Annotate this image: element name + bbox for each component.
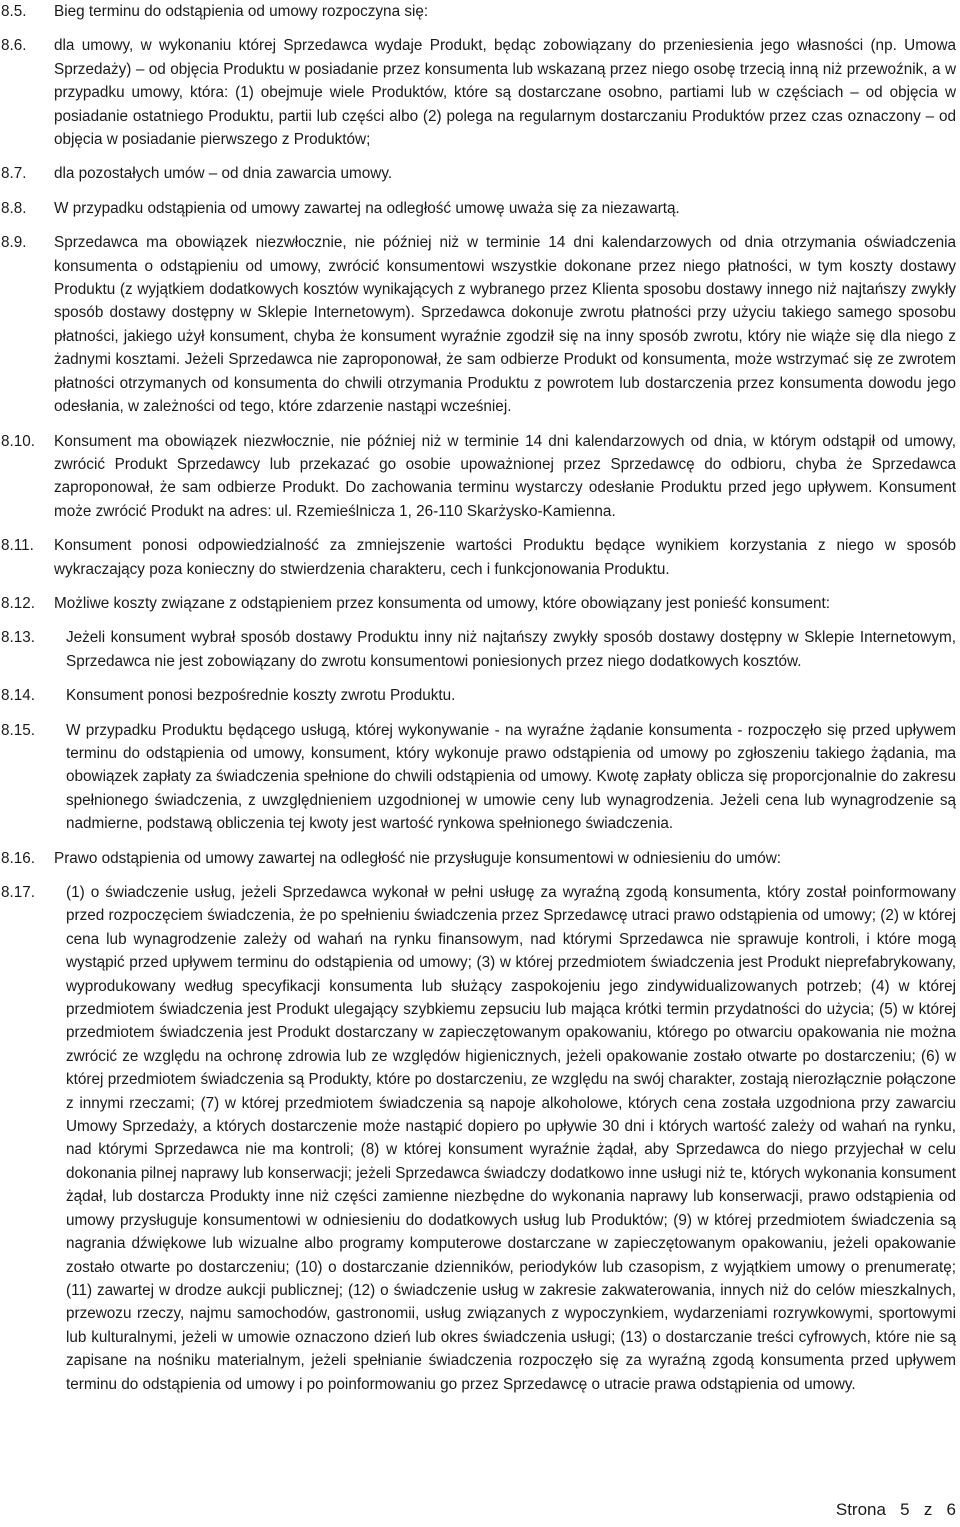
page-number-footer <box>836 1498 956 1522</box>
page-label: Strona <box>835 1500 886 1519</box>
clause-text: Konsument ponosi bezpośrednie koszty zwrotu Produktu. <box>66 687 456 705</box>
clause-number: 8.6. <box>1 37 27 55</box>
clause-text: Możliwe koszty związane z odstąpieniem przez konsumenta od umowy, które obowiązany jest ponieść konsument: <box>54 594 830 612</box>
clause-8-14 <box>0 684 956 707</box>
clause-number: 8.15. <box>1 721 36 739</box>
clause-text: W przypadku Produktu będącego usługą, której wykonywanie - na wyraźne żądanie konsumenta - rozpoczęło się przed upływem terminu do odstąpienia od umowy, konsument, który wykonuje prawo odstąpienia od umowy po zgłoszeniu takiego żądania, ma obowiązek zapłaty za świadczenia spełnione do chwili odstąpienia od umowy. Kwotę zapłaty oblicza się proporcjonalnie do zakresu spełnionego świadczenia, z uwzględnieniem uzgodnionej w umowie ceny lub wynagrodzenia. Jeżeli cena lub wynagrodzenie są nadmierne, podstawą obliczenia tej kwoty jest wartość rynkowa spełnionego świadczenia. <box>66 721 956 833</box>
clause-8-11 <box>0 534 956 581</box>
clause-number: 8.5. <box>1 3 27 20</box>
clause-text: (1) o świadczenie usług, jeżeli Sprzedawca wykonał w pełni usługę za wyraźną zgodą konsumenta, który został poinformowany przed rozpoczęciem świadczenia, że po spełnieniu świadczenia przez Sprzedawcę utraci prawo odstąpienia od umowy; (2) w której cena lub wynagrodzenie zależy od wahań na rynku finansowym, nad którymi Sprzedawca nie sprawuje kontroli, i które mogą wystąpić przed upływem terminu do odstąpienia od umowy; (3) w której przedmiotem świadczenia jest Produkt nieprefabrykowany, wyprodukowany według specyfikacji konsumenta lub służący zaspokojeniu jego zindywidualizowanych potrzeb; (4) w której przedmiotem świadczenia jest Produkt ulegający szybkiemu zepsuciu lub mająca krótki termin przydatności do użycia; (5) w której przedmiotem świadczenia jest Produkt dostarczany w zapieczętowanym opakowaniu, którego po otwarciu opakowania nie można zwrócić ze względu na ochronę zdrowia lub ze względów higienicznych, jeżeli opakowanie zostało otwarte po dostarczeniu; (6) w której przedmiotem świadczenia są Produkty, które po dostarczeniu, ze względu na swój charakter, zostają nierozłącznie połączone z innymi rzeczami; (7) w której przedmiotem świadczenia są napoje alkoholowe, których cena została uzgodniona przy zawarciu Umowy Sprzedaży, a których dostarczenie może nastąpić dopiero po upływie 30 dni i których wartość zależy od wahań na rynku, nad którymi Sprzedawca nie ma kontroli; (8) w której konsument wyraźnie żądał, aby Sprzedawca do niego przyjechał w celu dokonania pilnej naprawy lub konserwacji; jeżeli Sprzedawca świadczy dodatkowo inne usługi niż te, których wykonania konsument żądał, lub dostarcza Produkty inne niż części zamienne niezbędne do wykonania naprawy lub konserwacji, prawo odstąpienia od umowy przysługuje konsumentowi w odniesieniu do dodatkowych usług lub Produktów; (9) w której przedmiotem świadczenia są nagrania dźwiękowe lub wizualne albo programy komputerowe dostarczane w zapieczętowanym opakowaniu, jeżeli opakowanie zostało otwarte po dostarczeniu; (10) o dostarczanie dzienników, periodyków lub czasopism, z wyjątkiem umowy o prenumeratę; (11) zawartej w drodze aukcji publicznej; (12) o świadczenie usług w zakresie zakwaterowania, innych niż do celów mieszkalnych, przewozu rzeczy, najmu samochodów, gastronomii, usług związanych z wypoczynkiem, wydarzeniami rozrywkowymi, sportowymi lub kulturalnymi, jeżeli w umowie oznaczono dzień lub okres świadczenia usługi; (13) o dostarczanie treści cyfrowych, które nie są zapisane na nośniku materialnym, jeżeli spełnianie świadczenia rozpoczęło się za wyraźną zgodą konsumenta przed upływem terminu do odstąpienia od umowy i po poinformowaniu go przez Sprzedawcę o utracie prawa odstąpienia od umowy. <box>66 884 956 1393</box>
clause-text: Jeżeli konsument wybrał sposób dostawy Produktu inny niż najtańszy zwykły sposób dostawy dostępny w Sklepie Internetowym, Sprzedawca nie jest zobowiązany do zwrotu konsumentowi poniesionych przez niego dodatkowych kosztów. <box>66 629 956 670</box>
clause-text: dla umowy, w wykonaniu której Sprzedawca wydaje Produkt, będąc zobowiązany do przeniesienia jego własności (np. Umowa Sprzedaży) – od objęcia Produktu w posiadanie przez konsumenta lub wskazaną przez niego osobę trzecią inną niż przewoźnik, a w przypadku umowy, która: (1) obejmuje wiele Produktów, które są dostarczane osobno, partiami lub w częściach – od objęcia w posiadanie ostatniego Produktu, partii lub części albo (2) polega na regularnym dostarczaniu Produktów przez czas oznaczony – od objęcia w posiadanie pierwszego z Produktów; <box>54 37 956 149</box>
clause-8-13 <box>0 626 956 673</box>
clause-text: Prawo odstąpienia od umowy zawartej na odległość nie przysługuje konsumentowi w odniesieniu do umów: <box>54 849 782 867</box>
clause-number: 8.8. <box>1 199 27 217</box>
clause-text: Bieg terminu do odstąpienia od umowy rozpoczyna się: <box>54 3 429 20</box>
clause-number: 8.12. <box>1 594 36 612</box>
clause-number: 8.14. <box>1 687 36 705</box>
clause-8-10 <box>0 430 956 524</box>
clause-number: 8.13. <box>1 629 36 647</box>
clause-8-8 <box>0 197 956 220</box>
clause-8-9 <box>0 231 956 418</box>
clause-8-6 <box>0 34 956 151</box>
clause-text: Konsument ponosi odpowiedzialność za zmniejszenie wartości Produktu będące wynikiem korzystania z niego w sposób wykraczający poza konieczny do stwierdzenia charakteru, cech i funkcjonowania Produktu. <box>54 537 956 578</box>
clause-8-16 <box>0 847 956 870</box>
clause-text: W przypadku odstąpienia od umowy zawartej na odległość umowę uważa się za niezawartą. <box>54 199 680 217</box>
clause-text: dla pozostałych umów – od dnia zawarcia umowy. <box>54 165 393 183</box>
current-page: 5 <box>900 1500 910 1519</box>
clause-8-12 <box>0 592 956 615</box>
clause-text: Konsument ma obowiązek niezwłocznie, nie później niż w terminie 14 dni kalendarzowych od dnia, w którym odstąpił od umowy, zwrócić Produkt Sprzedawcy lub przekazać go osobie upoważnionej przez Sprzedawcę do odbioru, chyba że Sprzedawca zaproponował, że sam odbierze Produkt. Do zachowania terminu wystarczy odesłanie Produktu przed jego upływem. Konsument może zwrócić Produkt na adres: ul. Rzemieślnicza 1, 26-110 Skarżysko-Kamienna. <box>54 432 956 520</box>
clause-8-7 <box>0 162 956 185</box>
clause-8-5 <box>0 0 956 23</box>
clause-number: 8.9. <box>1 234 27 252</box>
clause-number: 8.17. <box>1 884 36 901</box>
clause-number: 8.7. <box>1 165 27 183</box>
total-pages: 6 <box>946 1500 956 1519</box>
clause-8-17 <box>0 881 956 1396</box>
clause-number: 8.16. <box>1 849 36 867</box>
page-separator: z <box>923 1500 933 1519</box>
clause-text: Sprzedawca ma obowiązek niezwłocznie, nie później niż w terminie 14 dni kalendarzowych od dnia otrzymania oświadczenia konsumenta o odstąpieniu od umowy, zwrócić konsumentowi wszystkie dokonane przez niego płatności, w tym koszty dostawy Produktu (z wyjątkiem dodatkowych kosztów wynikających z wybranego przez Klienta sposobu dostawy innego niż najtańszy zwykły sposób dostawy dostępny w Sklepie Internetowym). Sprzedawca dokonuje zwrotu płatności przy użyciu takiego samego sposobu płatności, jakiego użył konsument, chyba że konsument wyraźnie zgodził się na inny sposób zwrotu, który nie wiąże się dla niego z żadnymi kosztami. Jeżeli Sprzedawca nie zaproponował, że sam odbierze Produkt od konsumenta, może wstrzymać się ze zwrotem płatności otrzymanych od konsumenta do chwili otrzymania Produktu z powrotem lub dostarczenia przez konsumenta dowodu jego odesłania, w zależności od tego, które zdarzenie nastąpi wcześniej. <box>54 234 956 416</box>
clause-number: 8.11. <box>1 537 34 555</box>
clause-8-15 <box>0 719 956 836</box>
clause-number: 8.10. <box>1 432 36 450</box>
